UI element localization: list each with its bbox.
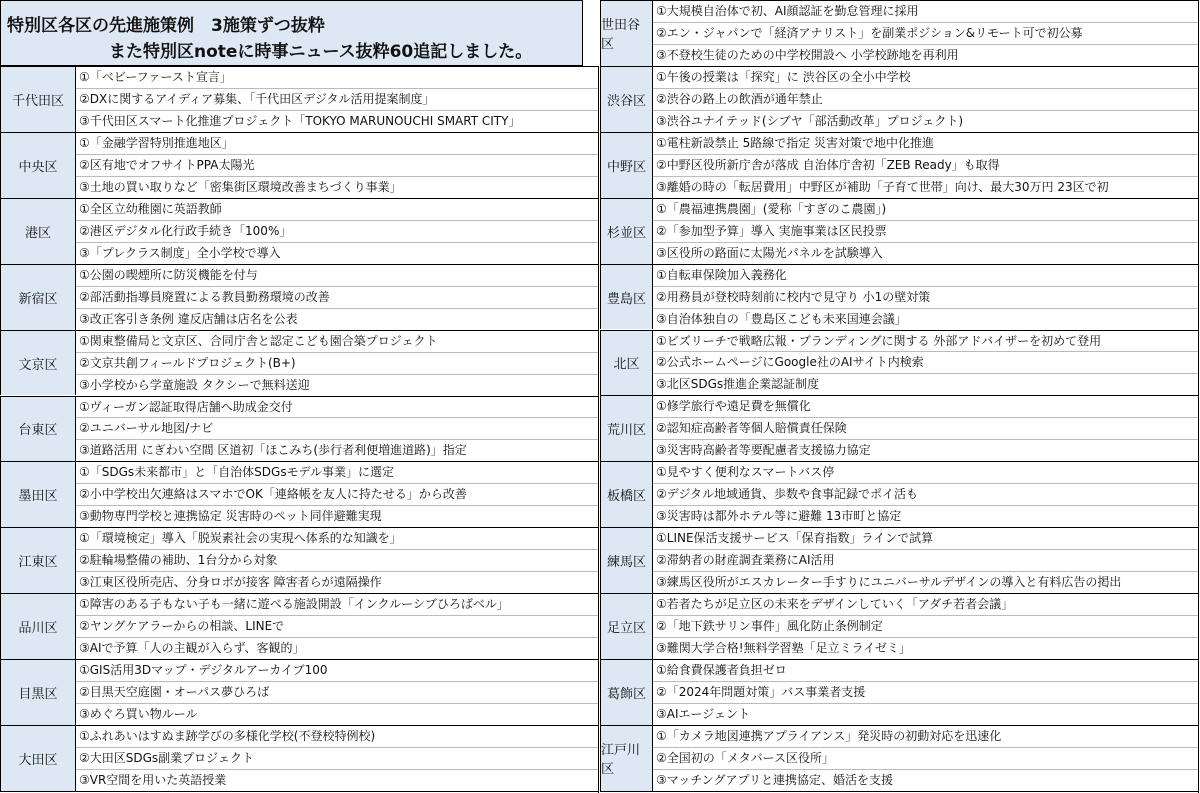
ward-name: 荒川区	[601, 396, 653, 461]
ward-policy-list	[653, 396, 1199, 461]
ward-name: 葛飾区	[601, 660, 653, 725]
ward-policy-list	[653, 726, 1199, 791]
ward-policy-list	[653, 331, 1199, 396]
ward-name: 大田区	[1, 726, 76, 791]
ward-name: 墨田区	[1, 462, 76, 527]
ward-policy-list	[76, 133, 599, 198]
policy-item: ①「SDGs未来都市」と「自治体SDGsモデル事業」に選定	[76, 462, 599, 484]
ward-block	[0, 198, 599, 264]
policy-item: ①GIS活用3Dマップ・デジタルアーカイブ100	[76, 660, 599, 682]
ward-name: 台東区	[1, 397, 76, 462]
policy-item: ②滞納者の財産調査業務にAI活用	[653, 550, 1199, 572]
policy-item: ③マッチングアプリと連携協定、婚活を支援	[656, 772, 893, 787]
ward-name: 千代田区	[1, 67, 76, 132]
ward-block	[0, 330, 599, 396]
policy-item: ③渋谷ユナイテッド(シブヤ「部活動改革」プロジェクト)	[656, 113, 964, 128]
policy-item: ①ふれあいはすぬま跡学びの多様化学校(不登校特例校)	[76, 726, 599, 748]
ward-name: 豊島区	[601, 265, 653, 330]
ward-block	[600, 198, 1199, 264]
ward-policy-list	[653, 133, 1199, 198]
policy-item: ③江東区役所売店、分身ロボが接客 障害者らが遠隔操作	[79, 575, 382, 590]
policy-item: ③難関大学合格!無料学習塾「足立ミライゼミ」	[656, 641, 911, 655]
policy-item: ②中野区役所新庁舎が落成 自治体庁舎初「ZEB Ready」も取得	[653, 155, 1199, 177]
ward-block	[0, 527, 599, 593]
policy-item: ①全区立幼稚園に英語教師	[76, 199, 599, 221]
ward-name: 江東区	[1, 528, 76, 593]
ward-block	[0, 659, 599, 725]
policy-item: ③「プレクラス制度」全小学校で導入	[79, 245, 281, 260]
ward-block	[0, 66, 599, 132]
ward-name: 中野区	[601, 133, 653, 198]
ward-policy-list	[76, 67, 599, 132]
title-line-1: 特別区各区の先進施策例 3施策ずつ抜粋	[7, 16, 325, 36]
policy-item: ②大田区SDGs副業プロジェクト	[76, 748, 599, 770]
ward-name: 板橋区	[601, 462, 653, 527]
ward-block	[0, 396, 599, 462]
ward-policy-list	[76, 528, 599, 593]
ward-block	[0, 132, 599, 198]
ward-block	[600, 0, 1199, 66]
ward-name: 北区	[601, 331, 653, 396]
policy-item: ③北区SDGs推進企業認証制度	[656, 377, 820, 392]
policy-item: ②DXに関するアイディア募集、「千代田区デジタル活用提案制度」	[76, 89, 599, 111]
policy-item: ②エン・ジャパンで「経済アナリスト」を副業ポジション&リモート可で初公募	[653, 23, 1199, 45]
ward-policy-list	[653, 199, 1199, 264]
policy-item: ③道路活用 にぎわい空間 区道初「ほこみち(歩行者利便増進道路)」指定	[79, 443, 467, 458]
ward-policy-list	[653, 1, 1199, 66]
ward-policy-list	[653, 528, 1199, 593]
ward-name: 港区	[1, 199, 76, 264]
policy-item: ②公式ホームページにGoogle社のAIサイト内検索	[653, 352, 1199, 374]
ward-policy-list	[76, 331, 599, 396]
ward-name: 品川区	[1, 594, 76, 659]
policy-item: ②用務員が登校時刻前に校内で見守り 小1の壁対策	[653, 287, 1199, 309]
ward-block	[0, 264, 599, 330]
ward-policy-list	[653, 265, 1199, 330]
table-bottom-border	[0, 791, 599, 792]
policy-item: ①障害のある子もない子も一緒に遊べる施設開設「インクルーシブひろばベル」	[76, 594, 599, 616]
policy-item: ③区役所の路面に太陽光パネルを試験導入	[656, 245, 883, 260]
policy-item: ①「金融学習特別推進地区」	[76, 133, 599, 155]
ward-policy-list	[76, 660, 599, 725]
ward-policy-list	[653, 67, 1199, 132]
ward-name: 世田谷区	[601, 1, 653, 66]
policy-item: ①修学旅行や遠足費を無償化	[653, 396, 1199, 418]
policy-item: ③離婚の時の「転居費用」中野区が補助「子育て世帯」向け、最大30万円 23区で初	[656, 179, 1109, 194]
policy-item: ②部活動指導員廃置による教員勤務環境の改善	[76, 287, 599, 309]
ward-block	[600, 659, 1199, 725]
policy-item: ①大規模自治体で初、AI顔認証を勤怠管理に採用	[653, 1, 1199, 23]
ward-policy-list	[76, 594, 599, 659]
ward-block	[0, 725, 599, 791]
ward-block	[0, 461, 599, 527]
policy-item: ①ビズリーチで戦略広報・ブランディングに関する 外部アドバイザーを初めて登用	[653, 331, 1199, 353]
ward-name: 杉並区	[601, 199, 653, 264]
policy-item: ②区有地でオフサイトPPA太陽光	[76, 155, 599, 177]
policy-item: ③自治体独自の「豊島区こども未来国連会議」	[656, 311, 907, 326]
column-right-border	[598, 66, 599, 793]
policy-item: ①関東整備局と文京区、合同庁舎と認定こども園合築プロジェクト	[76, 331, 599, 353]
column-right-border	[1198, 0, 1199, 793]
policy-item: ①「環境検定」導入「脱炭素社会の実現へ体系的な知識を」	[76, 528, 599, 550]
ward-block	[600, 264, 1199, 330]
policy-item: ③不登校生徒のための中学校開設へ 小学校跡地を再利用	[656, 47, 959, 62]
policy-item: ②「参加型予算」導入 実施事業は区民投票	[653, 221, 1199, 243]
table-bottom-border	[600, 791, 1199, 792]
ward-name: 渋谷区	[601, 67, 653, 132]
policy-item: ①「農福連携農園」(愛称「すぎのこ農園」)	[653, 199, 1199, 221]
ward-policy-list	[76, 397, 599, 462]
ward-name: 文京区	[1, 331, 76, 396]
policy-item: ③災害時は都外ホテル等に避難 13市町と協定	[656, 509, 902, 524]
ward-block	[600, 593, 1199, 659]
ward-block	[600, 330, 1199, 396]
policy-item: ②「2024年問題対策」バス事業者支援	[653, 682, 1199, 704]
ward-name: 目黒区	[1, 660, 76, 725]
ward-policy-list	[76, 199, 599, 264]
ward-name: 江戸川区	[601, 726, 653, 791]
ward-block	[600, 461, 1199, 527]
policy-item: ①自転車保険加入義務化	[653, 265, 1199, 287]
policy-item: ②ヤングケアラーからの相談、LINEで	[76, 616, 599, 638]
ward-name: 足立区	[601, 594, 653, 659]
policy-item: ②「地下鉄サリン事件」風化防止条例制定	[653, 616, 1199, 638]
ward-name: 新宿区	[1, 265, 76, 330]
policy-item: ③災害時高齢者等要配慮者支援協力協定	[656, 443, 871, 458]
ward-policy-list	[76, 726, 599, 791]
policy-item: ③土地の買い取りなど「密集街区環境改善まちづくり事業」	[79, 179, 402, 194]
policy-item: ②港区デジタル化行政手続き「100%」	[76, 221, 599, 243]
policy-item: ③改正客引き条例 違反店舗は店名を公表	[79, 311, 298, 326]
policy-item: ②全国初の「メタバース区役所」	[653, 748, 1199, 770]
policy-item: ①「カメラ地図連携アプライアンス」発災時の初動対応を迅速化	[653, 726, 1199, 748]
policy-item: ②ユニバーサル地図/ナビ	[76, 418, 599, 440]
policy-item: ②文京共創フィールドプロジェクト(B+)	[76, 353, 599, 375]
policy-item: ③めぐろ買い物ルール	[79, 707, 198, 721]
ward-block	[600, 66, 1199, 132]
policy-item: ①見やすく便利なスマートバス停	[653, 462, 1199, 484]
ward-block	[600, 725, 1199, 791]
policy-item: ③VR空間を用いた英語授業	[79, 772, 227, 787]
policy-item: ①公園の喫煙所に防災機能を付与	[76, 265, 599, 287]
ward-block	[0, 593, 599, 659]
policy-item: ①若者たちが足立区の未来をデザインしていく「アダチ若者会議」	[653, 594, 1199, 616]
policy-item: ①LINE保活支援サービス「保育指数」ラインで試算	[653, 528, 1199, 550]
policy-item: ②認知症高齢者等個人賠償責任保険	[653, 418, 1199, 440]
policy-item: ②デジタル地域通貨、歩数や食事記録でポイ活も	[653, 484, 1199, 506]
policy-item: ①電柱新設禁止 5路線で指定 災害対策で地中化推進	[653, 133, 1199, 155]
ward-name: 中央区	[1, 133, 76, 198]
right-column	[600, 0, 1200, 793]
policy-item: ②目黒天空庭園・オーパス夢ひろば	[76, 682, 599, 704]
ward-policy-list	[653, 660, 1199, 725]
policy-item: ②小中学校出欠連絡はスマホでOK「連絡帳を友人に持たせる」から改善	[76, 484, 599, 506]
ward-name: 練馬区	[601, 528, 653, 593]
policy-item: ③動物専門学校と連携協定 災害時のペット同伴避難実現	[79, 509, 382, 524]
policy-item: ③千代田区スマート化推進プロジェクト「TOKYO MARUNOUCHI SMART CITY」	[79, 113, 521, 128]
policy-item: ③練馬区役所がエスカレーター手すりにユニバーサルデザインの導入と有料広告の掲出	[656, 575, 1122, 590]
ward-block	[600, 132, 1199, 198]
policy-item: ①午後の授業は「探究」に 渋谷区の全小中学校	[653, 67, 1199, 89]
policy-item: ①ヴィーガン認証取得店舗へ助成金交付	[76, 397, 599, 419]
policy-item: ③小学校から学童施設 タクシーで無料送迎	[79, 377, 310, 392]
ward-block	[600, 395, 1199, 461]
ward-policy-list	[76, 265, 599, 330]
policy-item: ①「ベビーファースト宣言」	[76, 67, 599, 89]
policy-item: ②駐輪場整備の補助、1台分から対象	[76, 550, 599, 572]
ward-block	[600, 527, 1199, 593]
title-line-2: また特別区noteに時事ニュース抜粋60追記しました。	[109, 42, 533, 62]
ward-policy-list	[76, 462, 599, 527]
ward-policy-list	[653, 594, 1199, 659]
sheet-title	[0, 0, 583, 66]
policy-item: ③AIエージェント	[656, 706, 751, 721]
policy-item: ②渋谷の路上の飲酒が通年禁止	[653, 89, 1199, 111]
policy-item: ①給食費保護者負担ゼロ	[653, 660, 1199, 682]
ward-policy-list	[653, 462, 1199, 527]
policy-item: ③AIで予算「人の主観が入らず、客観的」	[79, 641, 305, 656]
